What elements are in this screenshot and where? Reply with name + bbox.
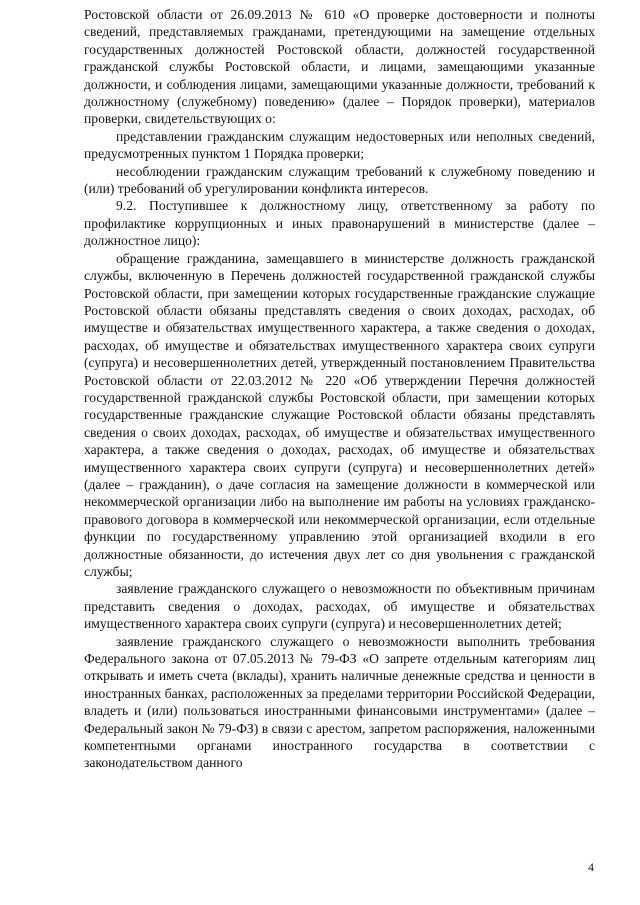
paragraph-statement-income: заявление гражданского служащего о невозможности по объективным причинам представить сведения о доходах, расходах, об имуществе и обязательствах имущественного характера своих супруги (супруга) и несовершеннолетних детей; xyxy=(84,581,595,632)
paragraph-statement-79fz: заявление гражданского служащего о невозможности выполнить требования Федерального закона от 07.05.2013 № 79-ФЗ «О запрете отдельным категориям лиц открывать и иметь счета (вклады), хранить наличные денежные средства и ценности в иностранных банках, расположенных за пределами территории Российской Федерации, владеть и (или) пользоваться иностранными финансовыми инструментами» (далее – Федеральный закон № 79-ФЗ) в связи с арестом, запретом распоряжения, наложенными компетентными органами иностранного государства в соответствии с законодательством данного xyxy=(84,633,595,771)
paragraph-false-info: представлении гражданским служащим недостоверных или неполных сведений, предусмотренных пунктом 1 Порядка проверки; xyxy=(84,128,595,162)
paragraph-continuation: Ростовской области от 26.09.2013 № 610 «О проверке достоверности и полноты сведений, представляемых гражданами, претендующими на замещение отдельных государственных должностей Ростовской области, должностей государственной гражданской службы Ростовской области, и лицами, замещающими указанные должности, и соблюдения лицами, замещающими указанные должности, требований к должностному (служебному) поведению» (далее – Порядок проверки), материалов проверки, свидетельствующих о: xyxy=(84,7,595,127)
page-number: 4 xyxy=(588,860,594,874)
body-text xyxy=(84,6,595,772)
paragraph-citizen-appeal: обращение гражданина, замещавшего в министерстве должность гражданской службы, включенную в Перечень должностей государственной гражданской службы Ростовской области, при замещении которых государственные гражданские служащие Ростовской области обязаны представлять сведения о своих доходах, расходах, об имуществе и обязательствах имущественного характера, а также сведения о доходах, расходах, об имуществе и обязательствах имущественного характера своих супруги (супруга) и несовершеннолетних детей, утвержденный постановлением Правительства Ростовской области от 22.03.2012 № 220 «Об утверждении Перечня должностей государственной гражданской службы Ростовской области, при замещении которых государственные гражданские служащие Ростовской области обязаны представлять сведения о своих доходах, расходах, об имуществе и обязательствах имущественного характера, а также сведения о доходах, расходах, об имуществе и обязательствах имущественного характера своих супруги (супруга) и несовершеннолетних детей» (далее – гражданин), о даче согласия на замещение должности в коммерческой или некоммерческой организации либо на выполнение им работы на условиях гражданско-правового договора в коммерческой или некоммерческой организации, если отдельные функции по государственному управлению этой организацией входили в его должностные обязанности, до истечения двух лет со дня увольнения с гражданской службы; xyxy=(84,250,595,579)
paragraph-noncompliance: несоблюдении гражданским служащим требований к служебному поведению и (или) требований об урегулировании конфликта интересов. xyxy=(84,163,595,197)
paragraph-9-2: 9.2. Поступившее к должностному лицу, ответственному за работу по профилактике коррупционных и иных правонарушений в министерстве (далее – должностное лицо): xyxy=(84,198,595,249)
